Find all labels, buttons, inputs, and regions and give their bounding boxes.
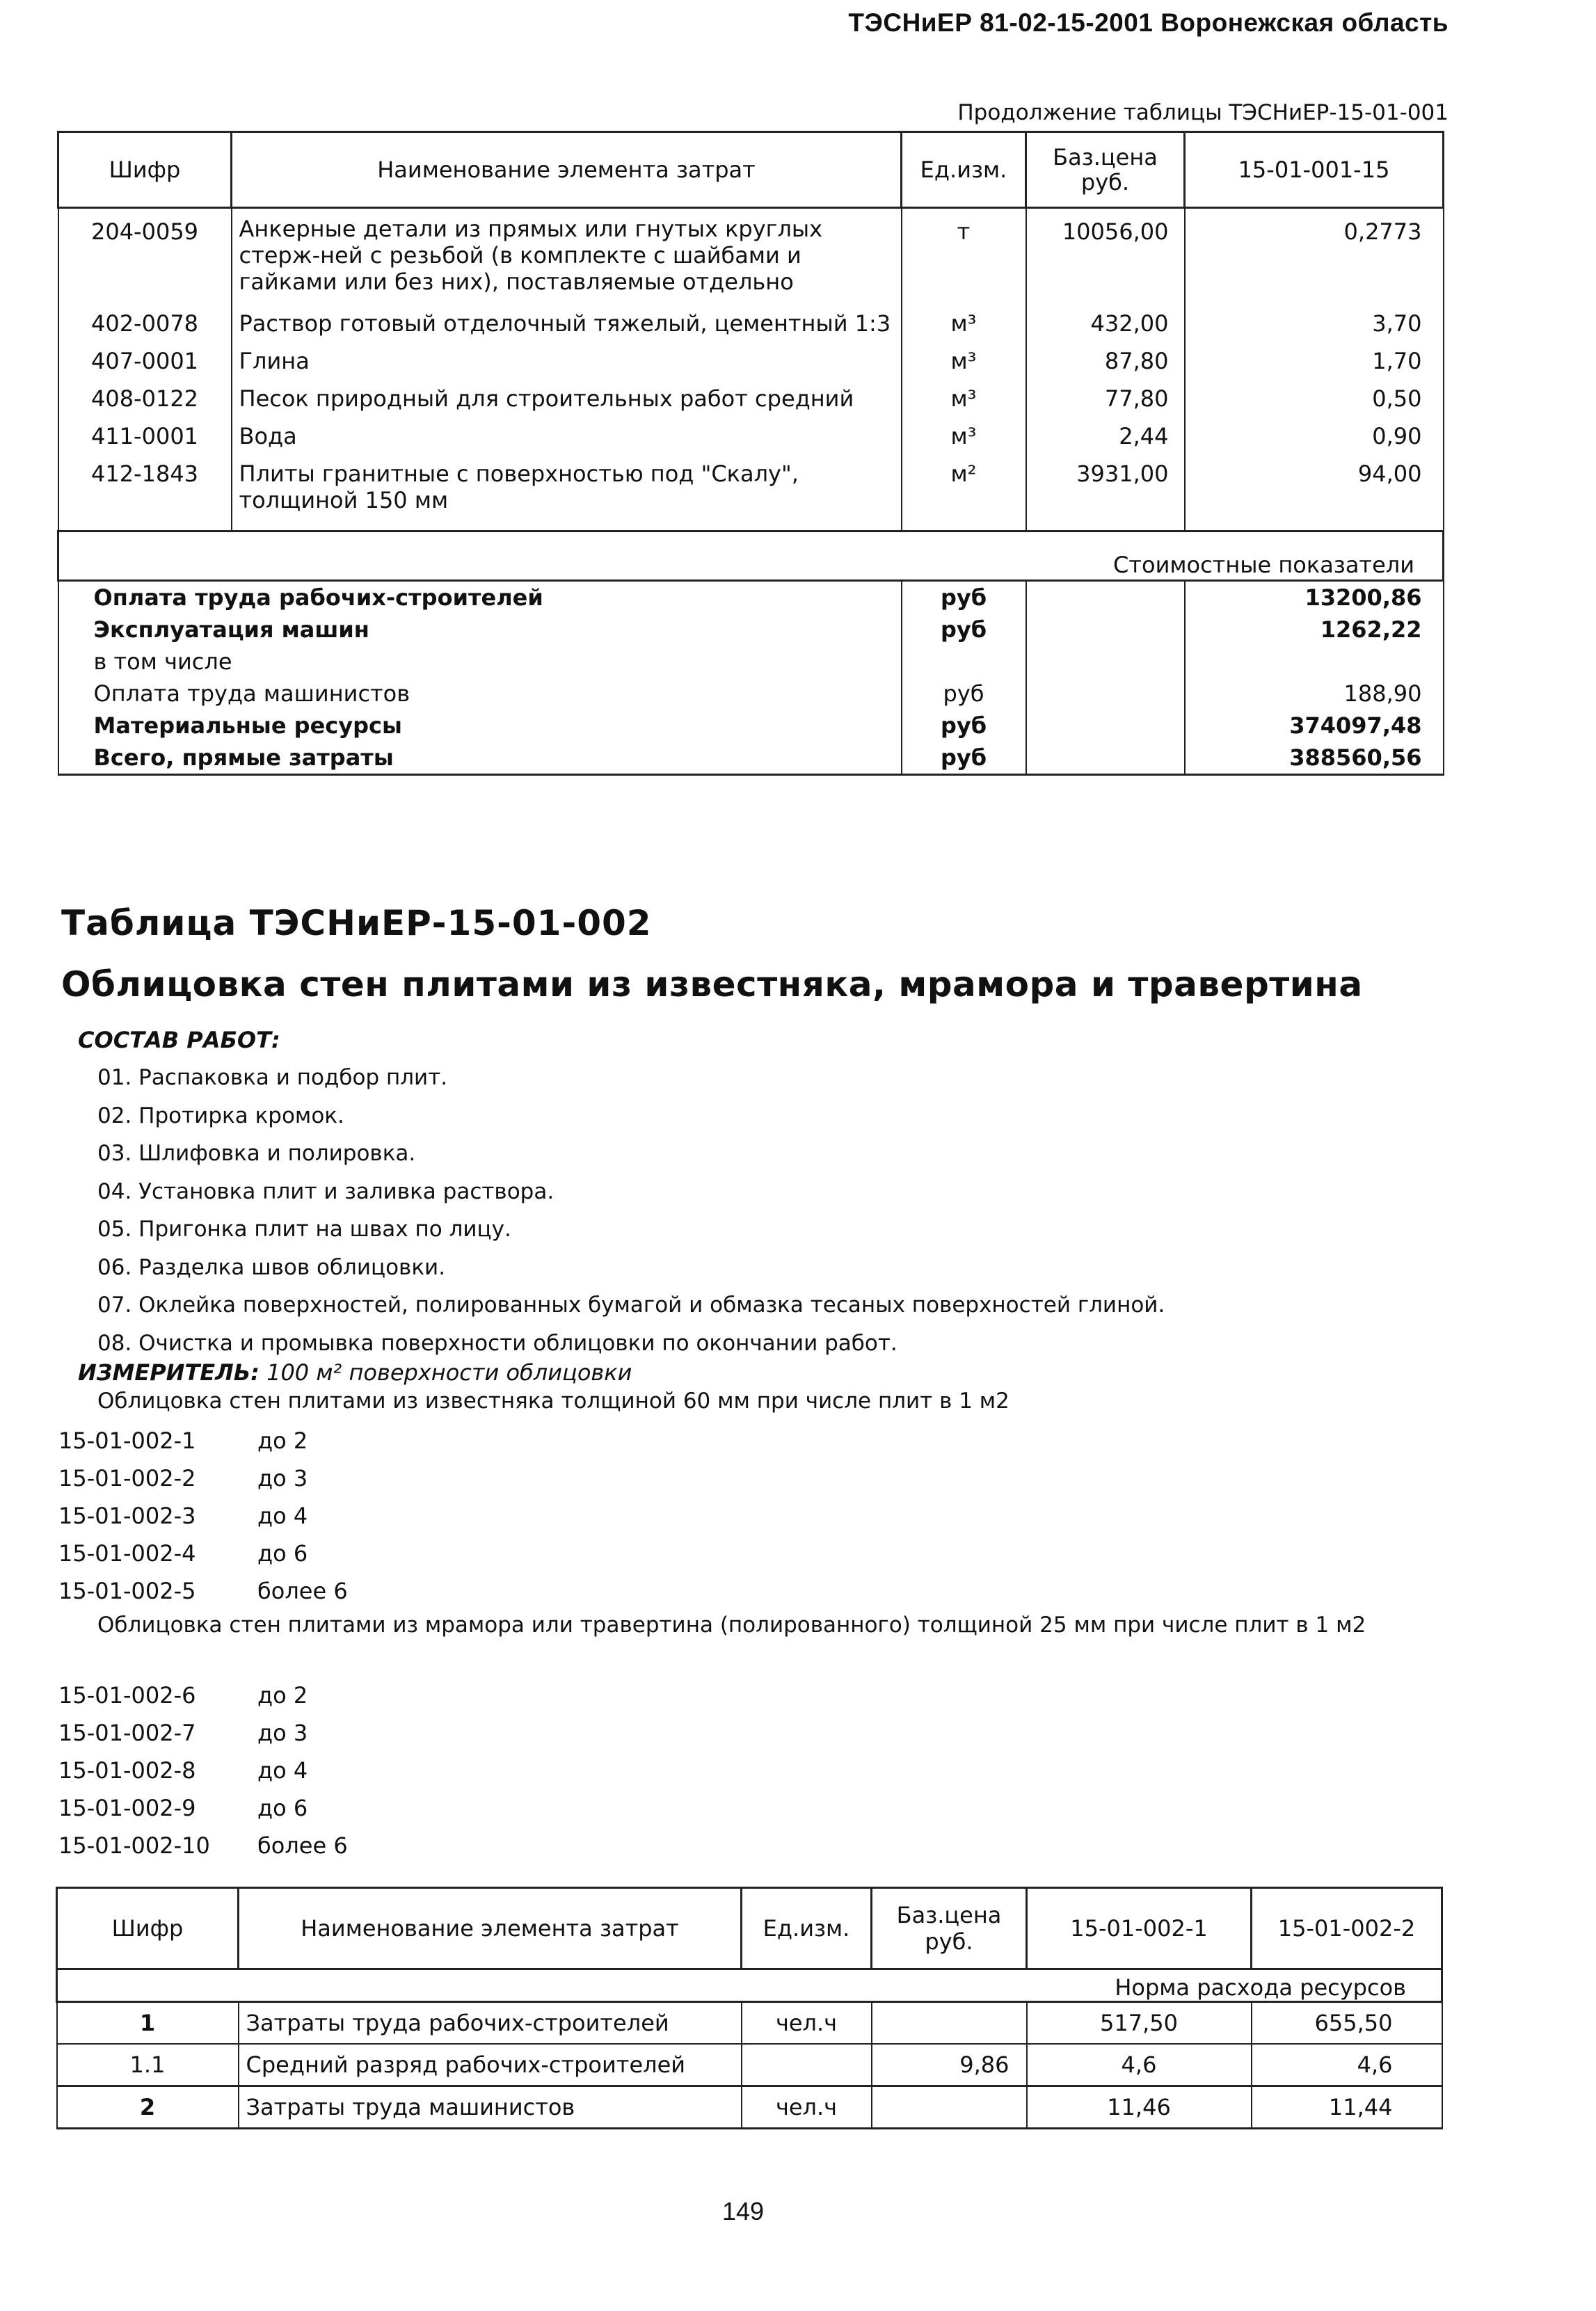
row-price: 87,80 bbox=[1026, 342, 1185, 380]
row-name: Затраты труда машинистов bbox=[239, 2086, 742, 2129]
summary-value: 1262,22 bbox=[1185, 614, 1444, 646]
row-value-2: 4,6 bbox=[1252, 2044, 1442, 2086]
norm-item bbox=[58, 1497, 348, 1535]
group2-title: Облицовка стен плитами из мрамора или травертина (полированного) толщиной 25 мм при числе плит в 1 м2 bbox=[97, 1613, 1366, 1638]
operation-item: 06. Разделка швов облицовки. bbox=[97, 1254, 446, 1280]
table-continuation-label: Продолжение таблицы ТЭСНиЕР-15-01-001 bbox=[957, 100, 1449, 125]
operation-item: 03. Шлифовка и полировка. bbox=[97, 1141, 416, 1166]
norm-code: 15-01-002-4 bbox=[58, 1540, 196, 1567]
summary-row bbox=[58, 581, 1444, 614]
operation-item: 08. Очистка и промывка поверхности облицовки по окончании работ. bbox=[97, 1330, 897, 1356]
resources-table-15-01-001 bbox=[57, 131, 1444, 776]
norm-desc: до 3 bbox=[257, 1465, 308, 1492]
row-unit: чел.ч bbox=[742, 2002, 872, 2045]
row-code: 411-0001 bbox=[58, 417, 232, 455]
row-value-1: 11,46 bbox=[1027, 2086, 1252, 2129]
section-row bbox=[58, 531, 1444, 581]
table-row bbox=[58, 305, 1444, 342]
row-unit: м³ bbox=[902, 342, 1026, 380]
cost-indicators-heading: Стоимостные показатели bbox=[58, 531, 1444, 581]
row-code: 1.1 bbox=[57, 2044, 239, 2086]
measure-line bbox=[78, 1359, 632, 1386]
row-code: 402-0078 bbox=[58, 305, 232, 342]
row-price: 10056,00 bbox=[1026, 208, 1185, 305]
row-name: Затраты труда рабочих-строителей bbox=[239, 2002, 742, 2045]
norm-desc: до 3 bbox=[257, 1720, 308, 1746]
section-row bbox=[57, 1969, 1442, 2002]
norm-desc: до 2 bbox=[257, 1428, 308, 1454]
table-row bbox=[58, 380, 1444, 417]
norm-desc: до 4 bbox=[257, 1757, 308, 1784]
row-value: 0,2773 bbox=[1185, 208, 1444, 305]
norm-item bbox=[58, 1677, 348, 1714]
row-price bbox=[872, 2002, 1027, 2045]
table-header-row bbox=[57, 1888, 1442, 1969]
operation-item: 01. Распаковка и подбор плит. bbox=[97, 1065, 448, 1090]
row-name: Анкерные детали из прямых или гнутых круглых стерж-ней с резьбой (в комплекте с шайбами и гайками или без них), поставляемые отдельно bbox=[232, 208, 902, 305]
summary-row bbox=[58, 710, 1444, 742]
table-row bbox=[57, 2086, 1442, 2129]
row-value: 1,70 bbox=[1185, 342, 1444, 380]
summary-row bbox=[58, 742, 1444, 775]
table-subtitle: Облицовка стен плитами из известняка, мрамора и травертина bbox=[61, 964, 1363, 1005]
col-name-header: Наименование элемента затрат bbox=[239, 1888, 742, 1969]
norm-list-group1 bbox=[58, 1422, 348, 1610]
summary-value: 188,90 bbox=[1185, 678, 1444, 710]
norm-item bbox=[58, 1827, 348, 1864]
summary-unit: руб bbox=[902, 742, 1026, 775]
norm-code: 15-01-002-8 bbox=[58, 1757, 196, 1784]
operation-item: 02. Протирка кромок. bbox=[97, 1103, 344, 1128]
row-name: Раствор готовый отделочный тяжелый, цементный 1:3 bbox=[232, 305, 902, 342]
row-code: 412-1843 bbox=[58, 455, 232, 531]
table-row bbox=[57, 2002, 1442, 2045]
norm-list-group2 bbox=[58, 1677, 348, 1864]
row-unit: т bbox=[902, 208, 1026, 305]
row-unit bbox=[742, 2044, 872, 2086]
norm-item bbox=[58, 1714, 348, 1752]
resources-table-15-01-002 bbox=[56, 1887, 1443, 2129]
summary-row bbox=[58, 614, 1444, 646]
row-unit: м³ bbox=[902, 380, 1026, 417]
row-unit: м² bbox=[902, 455, 1026, 531]
summary-row bbox=[58, 678, 1444, 710]
row-price: 2,44 bbox=[1026, 417, 1185, 455]
summary-value: 13200,86 bbox=[1185, 581, 1444, 614]
row-unit: чел.ч bbox=[742, 2086, 872, 2129]
measure-value: 100 м² поверхности облицовки bbox=[266, 1359, 632, 1386]
row-code: 2 bbox=[57, 2086, 239, 2129]
norm-desc: до 6 bbox=[257, 1540, 308, 1567]
norm-desc: более 6 bbox=[257, 1578, 348, 1604]
col-unit-header: Ед.изм. bbox=[742, 1888, 872, 1969]
operation-item: 04. Установка плит и заливка раствора. bbox=[97, 1178, 554, 1204]
row-unit: м³ bbox=[902, 417, 1026, 455]
row-value: 0,50 bbox=[1185, 380, 1444, 417]
row-code: 407-0001 bbox=[58, 342, 232, 380]
summary-name: Материальные ресурсы bbox=[58, 710, 902, 742]
summary-name: Всего, прямые затраты bbox=[58, 742, 902, 775]
row-value-2: 655,50 bbox=[1252, 2002, 1442, 2045]
norm-code: 15-01-002-9 bbox=[58, 1795, 196, 1821]
summary-value: 388560,56 bbox=[1185, 742, 1444, 775]
table-row bbox=[57, 2044, 1442, 2086]
norm-code: 15-01-002-1 bbox=[58, 1428, 196, 1454]
table-row bbox=[58, 342, 1444, 380]
col-name-header: Наименование элемента затрат bbox=[232, 132, 902, 208]
norm-item bbox=[58, 1460, 348, 1497]
row-name: Песок природный для строительных работ средний bbox=[232, 380, 902, 417]
table-title: Таблица ТЭСНиЕР-15-01-002 bbox=[61, 903, 652, 943]
row-value-1: 4,6 bbox=[1027, 2044, 1252, 2086]
norm-item bbox=[58, 1535, 348, 1572]
norm-item bbox=[58, 1789, 348, 1827]
summary-row bbox=[58, 646, 1444, 678]
norm-item bbox=[58, 1422, 348, 1460]
norm-code: 15-01-002-5 bbox=[58, 1578, 196, 1604]
norm-code: 15-01-002-2 bbox=[58, 1465, 196, 1492]
summary-unit: руб bbox=[902, 678, 1026, 710]
row-name: Средний разряд рабочих-строителей bbox=[239, 2044, 742, 2086]
norm-code: 15-01-002-7 bbox=[58, 1720, 196, 1746]
col-norm-2-header: 15-01-002-2 bbox=[1252, 1888, 1442, 1969]
row-code: 204-0059 bbox=[58, 208, 232, 305]
table-header-row bbox=[58, 132, 1444, 208]
col-unit-header: Ед.изм. bbox=[902, 132, 1026, 208]
table-row bbox=[58, 417, 1444, 455]
summary-unit: руб bbox=[902, 614, 1026, 646]
row-value: 0,90 bbox=[1185, 417, 1444, 455]
summary-value bbox=[1185, 646, 1444, 678]
summary-name: Оплата труда рабочих-строителей bbox=[58, 581, 902, 614]
summary-unit: руб bbox=[902, 581, 1026, 614]
col-price-header: Баз.цена руб. bbox=[1026, 132, 1185, 208]
row-value: 3,70 bbox=[1185, 305, 1444, 342]
norm-desc: до 4 bbox=[257, 1503, 308, 1529]
norm-item bbox=[58, 1572, 348, 1610]
running-header: ТЭСНиЕР 81-02-15-2001 Воронежская область bbox=[848, 8, 1449, 37]
col-code-header: Шифр bbox=[58, 132, 232, 208]
norm-desc: до 2 bbox=[257, 1682, 308, 1709]
row-code: 408-0122 bbox=[58, 380, 232, 417]
page-number: 149 bbox=[722, 2197, 765, 2225]
row-price: 432,00 bbox=[1026, 305, 1185, 342]
row-name: Глина bbox=[232, 342, 902, 380]
norm-desc: более 6 bbox=[257, 1832, 348, 1859]
row-price: 9,86 bbox=[872, 2044, 1027, 2086]
col-norm-1-header: 15-01-002-1 bbox=[1027, 1888, 1252, 1969]
summary-name: в том числе bbox=[58, 646, 902, 678]
summary-name: Эксплуатация машин bbox=[58, 614, 902, 646]
operation-item: 05. Пригонка плит на швах по лицу. bbox=[97, 1217, 511, 1242]
row-price: 77,80 bbox=[1026, 380, 1185, 417]
group1-title: Облицовка стен плитами из известняка толщиной 60 мм при числе плит в 1 м2 bbox=[97, 1389, 1010, 1414]
norm-desc: до 6 bbox=[257, 1795, 308, 1821]
row-name: Плиты гранитные с поверхностью под "Скалу", толщиной 150 мм bbox=[232, 455, 902, 531]
row-value: 94,00 bbox=[1185, 455, 1444, 531]
work-composition-label: СОСТАВ РАБОТ: bbox=[78, 1027, 280, 1053]
summary-unit: руб bbox=[902, 710, 1026, 742]
row-price bbox=[872, 2086, 1027, 2129]
operation-item: 07. Оклейка поверхностей, полированных бумагой и обмазка тесаных поверхностей глиной. bbox=[97, 1293, 1165, 1318]
summary-name: Оплата труда машинистов bbox=[58, 678, 902, 710]
table-row bbox=[58, 208, 1444, 305]
summary-unit bbox=[902, 646, 1026, 678]
norm-code: 15-01-002-10 bbox=[58, 1832, 210, 1859]
row-value-1: 517,50 bbox=[1027, 2002, 1252, 2045]
resource-norm-heading: Норма расхода ресурсов bbox=[57, 1969, 1442, 2002]
measure-label: ИЗМЕРИТЕЛЬ: bbox=[78, 1359, 260, 1386]
row-price: 3931,00 bbox=[1026, 455, 1185, 531]
col-norm-header: 15-01-001-15 bbox=[1185, 132, 1444, 208]
norm-item bbox=[58, 1752, 348, 1789]
row-name: Вода bbox=[232, 417, 902, 455]
row-unit: м³ bbox=[902, 305, 1026, 342]
col-price-header: Баз.цена руб. bbox=[872, 1888, 1027, 1969]
table-row bbox=[58, 455, 1444, 531]
row-value-2: 11,44 bbox=[1252, 2086, 1442, 2129]
summary-value: 374097,48 bbox=[1185, 710, 1444, 742]
row-code: 1 bbox=[57, 2002, 239, 2045]
col-code-header: Шифр bbox=[57, 1888, 239, 1969]
work-operations-list bbox=[97, 1059, 1165, 1362]
norm-code: 15-01-002-3 bbox=[58, 1503, 196, 1529]
norm-code: 15-01-002-6 bbox=[58, 1682, 196, 1709]
